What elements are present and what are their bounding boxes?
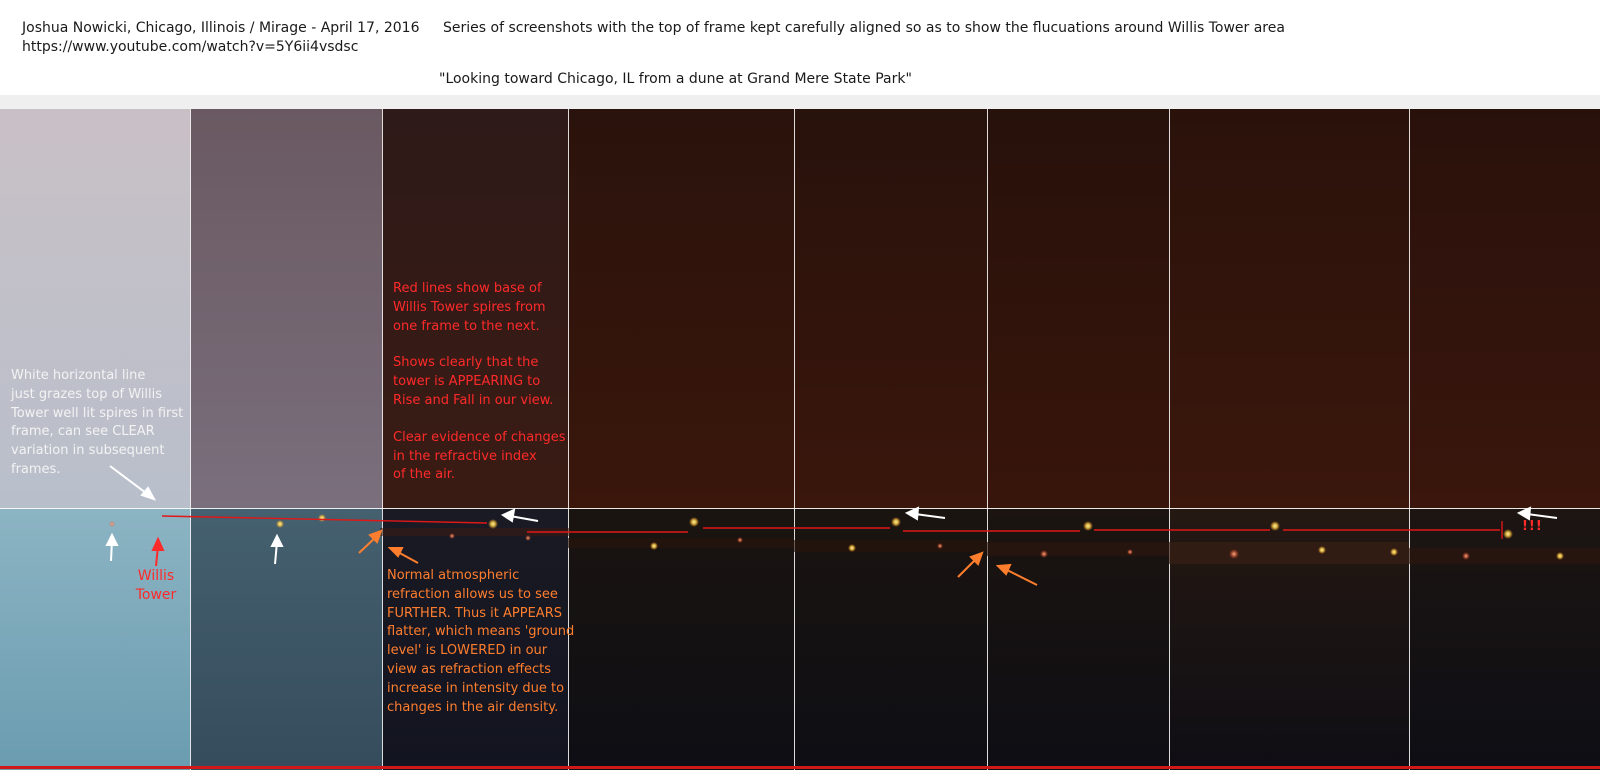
- series-description: Series of screenshots with the top of frame kept carefully aligned so as to show the flucuations around Willis Tower area: [443, 20, 1285, 36]
- note-line: flatter, which means 'ground: [387, 624, 575, 640]
- note-line: changes in the air density.: [387, 699, 559, 715]
- video-url[interactable]: https://www.youtube.com/watch?v=5Y6ii4vsdsc: [22, 39, 359, 55]
- spire-base-lines: [162, 516, 1502, 539]
- note-line: view as refraction effects: [387, 661, 552, 677]
- willis-tower-arrow: [153, 539, 163, 566]
- willis-tower-label: [132, 567, 180, 605]
- note-line: in the refractive index: [393, 448, 537, 464]
- label-line: Tower: [135, 587, 177, 603]
- note-line: frames.: [11, 461, 61, 477]
- note-line: Normal atmospheric: [387, 568, 520, 583]
- note-line: Red lines show base of: [393, 281, 542, 296]
- note-line: Tower well lit spires in first: [11, 405, 184, 421]
- photo-caption: "Looking toward Chicago, IL from a dune at Grand Mere State Park": [439, 71, 912, 87]
- label-line: Willis: [137, 568, 175, 584]
- note-line: increase in intensity due to: [387, 680, 565, 696]
- note-line: White horizontal line: [11, 368, 146, 383]
- note-line: frame, can see CLEAR: [11, 424, 155, 440]
- note-line: level' is LOWERED in our: [387, 643, 548, 659]
- note-line: Rise and Fall in our view.: [393, 392, 554, 408]
- credit-line: Joshua Nowicki, Chicago, Illinois / Mirage - April 17, 2016: [22, 20, 420, 36]
- note-line: FURTHER. Thus it APPEARS: [387, 605, 562, 621]
- skyline-lights: [380, 528, 1600, 564]
- note-line: Willis Tower spires from: [393, 299, 546, 315]
- note-line: Shows clearly that the: [393, 355, 539, 371]
- note-line: just grazes top of Willis: [11, 386, 163, 402]
- note-line: variation in subsequent: [11, 443, 165, 459]
- note-line: refraction allows us to see: [387, 586, 558, 602]
- exclamation-mark: !!!: [1522, 519, 1543, 534]
- note-line: Clear evidence of changes: [393, 429, 566, 445]
- refraction-note: [387, 567, 574, 717]
- red-lines-note: [393, 280, 565, 485]
- note-line: tower is APPEARING to: [393, 374, 541, 390]
- note-line: one frame to the next.: [393, 318, 540, 334]
- note-line: of the air.: [393, 467, 455, 483]
- white-line-note: [11, 367, 183, 480]
